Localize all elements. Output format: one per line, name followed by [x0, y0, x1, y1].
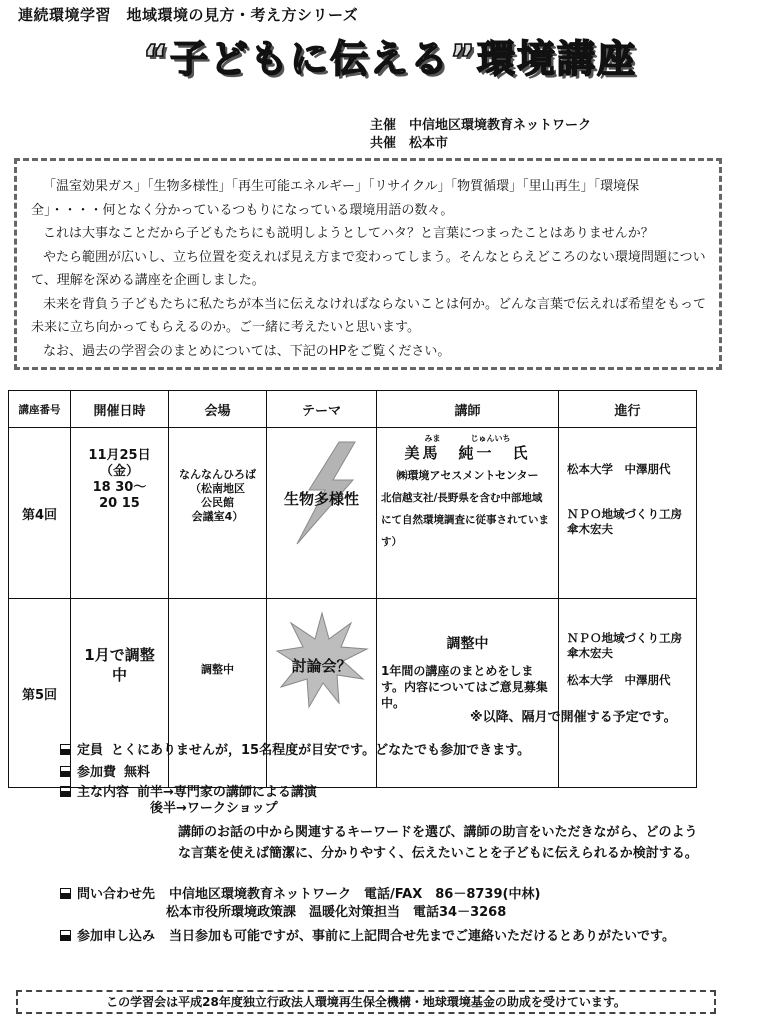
- session-theme: [267, 599, 377, 788]
- page-title: “子どもに伝える”環境講座: [143, 37, 637, 81]
- capacity-label: 定員: [77, 743, 104, 758]
- series-title: 連続環境学習 地域環境の見方・考え方シリーズ: [18, 6, 359, 24]
- theme-label: 討論会？: [291, 657, 352, 675]
- lecturer-affiliation: ㈱環境アセスメントセンター: [396, 469, 539, 482]
- session-venue: [169, 599, 267, 788]
- session-lecturer: [377, 599, 559, 788]
- table-header-row: [9, 391, 697, 428]
- intro-paragraph: これは大事なことだから子どもたちにも説明しようとしてハタ？と言葉につまったことはありませんか？: [43, 226, 654, 241]
- apply-text: 当日参加も可能ですが、事前に上記問合せ先までご連絡いただけるとありがたいです。: [169, 929, 675, 944]
- apply-item: [60, 928, 700, 945]
- venue-line: なんなんひろば: [179, 468, 256, 481]
- table-row: [9, 428, 697, 599]
- intro-paragraph: やたら範囲が広いし、立ち位置を変えれば見え方まで変わってしまう。そんなとらえどころのない環境問題について、理解を深める講座を企画しました。: [31, 249, 706, 288]
- session-theme: [267, 428, 377, 599]
- lecturer-description: 1年間の講座のまとめをします。内容についてはご意見募集中。: [381, 664, 548, 710]
- venue-line: 会議室4）: [191, 510, 244, 523]
- session-facilitators: [559, 428, 697, 599]
- session-date: [71, 599, 169, 788]
- facilitator: 松本大学 中澤朋代: [567, 673, 671, 687]
- venue-line: 公民館: [201, 496, 234, 509]
- facilitator: ＮＰＯ地域づくり工房: [567, 631, 682, 645]
- session-facilitators: [559, 599, 697, 788]
- session-date: [71, 428, 169, 599]
- date-line: 20 15: [99, 496, 140, 511]
- intro-paragraph: なお、過去の学習会のまとめについては、下記のHPをご覧ください。: [43, 343, 451, 359]
- lecturer-name: 美馬 純一 氏: [404, 444, 531, 462]
- content-item: [60, 784, 317, 801]
- col-header-date: 開催日時: [71, 391, 169, 428]
- cosponsor: 共催 松本市: [370, 136, 449, 151]
- fee-text: 無料: [124, 765, 151, 780]
- contact-line2: 松本市役所環境政策課 温暖化対策担当 電話34－3268: [166, 905, 507, 920]
- venue-line: 調整中: [201, 663, 234, 676]
- col-header-facilitator: 進行: [559, 391, 697, 428]
- checkbox-icon: [60, 786, 71, 797]
- capacity-item: [60, 742, 530, 759]
- apply-label: 参加申し込み: [77, 929, 156, 944]
- lecturer-ruby: [377, 428, 558, 443]
- facilitator: 傘木宏夫: [567, 522, 613, 536]
- col-header-lecturer: 講師: [377, 391, 559, 428]
- lecturer-status: 調整中: [446, 636, 489, 652]
- col-header-number: 講座番号: [9, 391, 71, 428]
- facilitator: ＮＰＯ地域づくり工房: [567, 507, 682, 521]
- date-line: 中: [111, 666, 127, 684]
- fee-label: 参加費: [77, 765, 117, 780]
- col-header-theme: テーマ: [267, 391, 377, 428]
- contact-item: [60, 886, 540, 903]
- lecturer-description: 北信越支社/長野県を含む中部地域にて自然環境調査に従事されています）: [381, 492, 549, 548]
- schedule-note: ※以降、隔月で開催する予定です。: [470, 710, 677, 725]
- ruby-surname: みま: [424, 434, 441, 443]
- organizer: 主催 中信地区環境教育ネットワーク: [370, 118, 592, 133]
- intro-box: [14, 158, 722, 370]
- date-line: （金）: [99, 464, 139, 479]
- facilitator: 傘木宏夫: [567, 646, 613, 660]
- checkbox-icon: [60, 930, 71, 941]
- date-line: 18 30～: [92, 480, 147, 495]
- venue-line: （松南地区: [190, 482, 245, 495]
- session-venue: [169, 428, 267, 599]
- theme-label: 生物多様性: [283, 490, 359, 508]
- content-line1: 前半→専門家の講師による講演: [137, 785, 317, 800]
- session-number: 第4回: [9, 428, 71, 599]
- checkbox-icon: [60, 888, 71, 899]
- contact-line1: 中信地区環境教育ネットワーク 電話/FAX 86－8739(中林): [169, 887, 541, 902]
- content-description: 講師のお話の中から関連するキーワードを選び、講師の助言をいただきながら、どのような言葉を使えば簡潔に、分かりやすく、伝えたいことを子どもに伝えられるか検討する。: [178, 825, 698, 861]
- capacity-text: とくにありませんが，15名程度が目安です。どなたでも参加できます。: [111, 743, 531, 758]
- facilitator: 松本大学 中澤朋代: [567, 462, 671, 476]
- checkbox-icon: [60, 766, 71, 777]
- date-line: 11月25日: [88, 448, 151, 463]
- intro-paragraph: 未来を背負う子どもたちに私たちが本当に伝えなければならないことは何か。どんな言葉で伝えれば希望をもって未来に立ち向かってもらえるのか。ご一緒に考えたいと思います。: [31, 296, 707, 335]
- date-line: 1月で調整: [84, 646, 155, 664]
- content-label: 主な内容: [77, 785, 130, 800]
- funding-footer: この学習会は平成28年度独立行政法人環境再生保全機構・地球環境基金の助成を受けています。: [16, 990, 716, 1014]
- content-line2: 後半→ワークショップ: [150, 801, 278, 816]
- ruby-given-name: じゅんいち: [470, 434, 511, 443]
- session-lecturer: [377, 428, 559, 599]
- col-header-venue: 会場: [169, 391, 267, 428]
- session-number: 第5回: [9, 599, 71, 788]
- contact-label: 問い合わせ先: [77, 887, 156, 902]
- fee-item: [60, 764, 150, 781]
- intro-paragraph: 「温室効果ガス」「生物多様性」「再生可能エネルギー」「リサイクル」「物質循環」「里山再生」「環境保全」・・・・何となく分かっているつもりになっている環境用語の数々。: [31, 179, 640, 218]
- checkbox-icon: [60, 744, 71, 755]
- table-row: [9, 599, 697, 788]
- schedule-table: [8, 390, 697, 788]
